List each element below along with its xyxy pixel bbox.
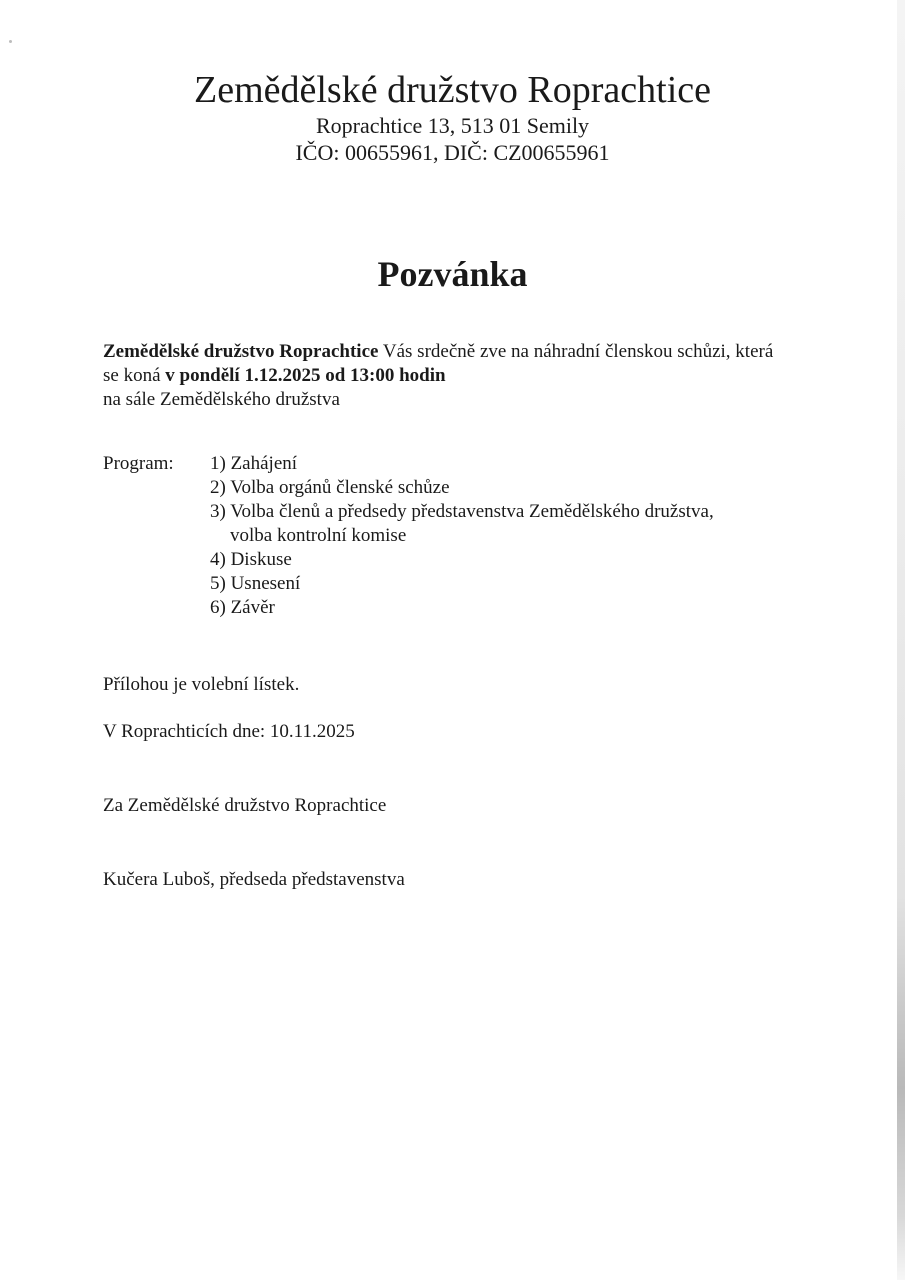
invitation-org: Zemědělské družstvo Roprachtice (103, 341, 379, 362)
program-item: 1) Zahájení (210, 453, 298, 474)
program-item: 3) Volba členů a předsedy představenstva Zemědělského družstva, (210, 501, 714, 522)
scan-speck (9, 40, 12, 43)
place-date: V Roprachticích dne: 10.11.2025 (103, 721, 355, 742)
invitation-text-1: Vás srdečně zve na náhradní členskou schůzi, která se koná (103, 341, 774, 386)
program-item: 2) Volba orgánů členské schůze (210, 477, 450, 498)
organization-address: Roprachtice 13, 513 01 Semily (315, 113, 590, 138)
program-list (210, 452, 810, 620)
program-item-continuation: volba kontrolní komise (230, 525, 407, 546)
document-title: Pozvánka (377, 254, 528, 294)
on-behalf-line: Za Zemědělské družstvo Roprachtice (103, 795, 387, 816)
invitation-when: v pondělí 1.12.2025 od 13:00 hodin (165, 365, 446, 386)
organization-ids: IČO: 00655961, DIČ: CZ00655961 (295, 140, 610, 165)
organization-name: Zemědělské družstvo Roprachtice (193, 69, 712, 111)
invitation-text-2: na sále Zemědělského družstva (103, 389, 340, 410)
signatory: Kučera Luboš, předseda představenstva (103, 869, 405, 890)
program-item: 4) Diskuse (210, 549, 292, 570)
program-item: 5) Usnesení (210, 573, 301, 594)
program-item: 6) Závěr (210, 597, 275, 618)
invitation-paragraph (103, 340, 783, 412)
program-label: Program: (103, 453, 174, 474)
scan-edge-shadow (897, 0, 905, 1280)
attachment-note: Přílohou je volební lístek. (103, 674, 300, 695)
